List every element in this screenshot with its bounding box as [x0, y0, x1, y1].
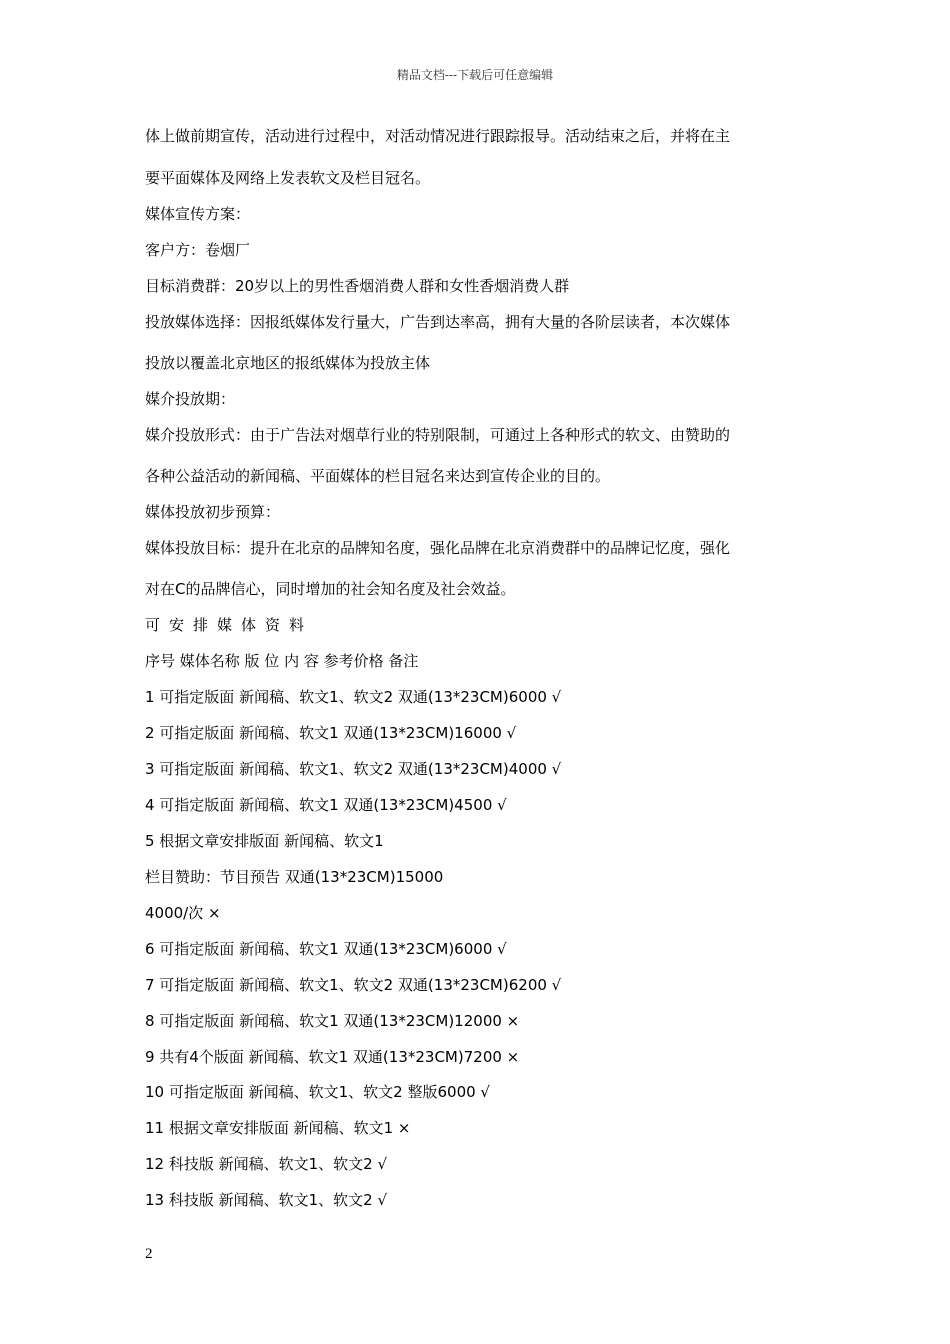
media-row: 1 可指定版面 新闻稿、软文1、软文2 双通(13*23CM)6000 √ [145, 688, 562, 706]
media-row: 5 根据文章安排版面 新闻稿、软文1 [145, 832, 384, 850]
page-number: 2 [145, 1246, 153, 1262]
media-row: 8 可指定版面 新闻稿、软文1 双通(13*23CM)12000 × [145, 1012, 520, 1030]
media-selection-line: 投放媒体选择：因报纸媒体发行量大，广告到达率高，拥有大量的各阶层读者，本次媒体 [145, 313, 731, 331]
target-audience-line: 目标消费群：20岁以上的男性香烟消费人群和女性香烟消费人群 [145, 277, 570, 295]
media-row: 3 可指定版面 新闻稿、软文1、软文2 双通(13*23CM)4000 √ [145, 760, 562, 778]
media-row: 栏目赞助：节目预告 双通(13*23CM)15000 [145, 868, 444, 886]
media-row: 11 根据文章安排版面 新闻稿、软文1 × [145, 1119, 411, 1137]
media-row: 9 共有4个版面 新闻稿、软文1 双通(13*23CM)7200 × [145, 1048, 520, 1066]
media-row: 12 科技版 新闻稿、软文1、软文2 √ [145, 1155, 388, 1173]
paragraph-line: 要平面媒体及网络上发表软文及栏目冠名。 [145, 169, 431, 187]
media-row: 7 可指定版面 新闻稿、软文1、软文2 双通(13*23CM)6200 √ [145, 976, 562, 994]
client-line: 客户方：卷烟厂 [145, 241, 251, 259]
table-header-line: 序号 媒体名称 版 位 内 容 参考价格 备注 [145, 652, 419, 670]
media-row: 2 可指定版面 新闻稿、软文1 双通(13*23CM)16000 √ [145, 724, 517, 742]
section-heading: 媒体宣传方案： [145, 205, 251, 223]
media-selection-line: 投放以覆盖北京地区的报纸媒体为投放主体 [145, 354, 431, 372]
paragraph-line: 体上做前期宣传，活动进行过程中，对活动情况进行跟踪报导。活动结束之后，并将在主 [145, 127, 731, 145]
media-form-line: 各种公益活动的新闻稿、平面媒体的栏目冠名来达到宣传企业的目的。 [145, 467, 611, 485]
media-goal-line: 对在C的品牌信心，同时增加的社会知名度及社会效益。 [145, 580, 516, 598]
media-row: 6 可指定版面 新闻稿、软文1 双通(13*23CM)6000 √ [145, 940, 507, 958]
media-row: 4 可指定版面 新闻稿、软文1 双通(13*23CM)4500 √ [145, 796, 507, 814]
media-row: 4000/次 × [145, 904, 221, 922]
page-header: 精品文档---下载后可任意编辑 [396, 68, 554, 82]
budget-line: 媒体投放初步预算： [145, 503, 281, 521]
media-form-line: 媒介投放形式：由于广告法对烟草行业的特别限制，可通过上各种形式的软文、由赞助的 [145, 426, 731, 444]
media-resources-title: 可安排媒体资料 [145, 616, 314, 634]
media-period-line: 媒介投放期： [145, 390, 236, 408]
media-row: 13 科技版 新闻稿、软文1、软文2 √ [145, 1191, 388, 1209]
media-row: 10 可指定版面 新闻稿、软文1、软文2 整版6000 √ [145, 1083, 490, 1101]
media-goal-line: 媒体投放目标：提升在北京的品牌知名度，强化品牌在北京消费群中的品牌记忆度，强化 [145, 539, 731, 557]
